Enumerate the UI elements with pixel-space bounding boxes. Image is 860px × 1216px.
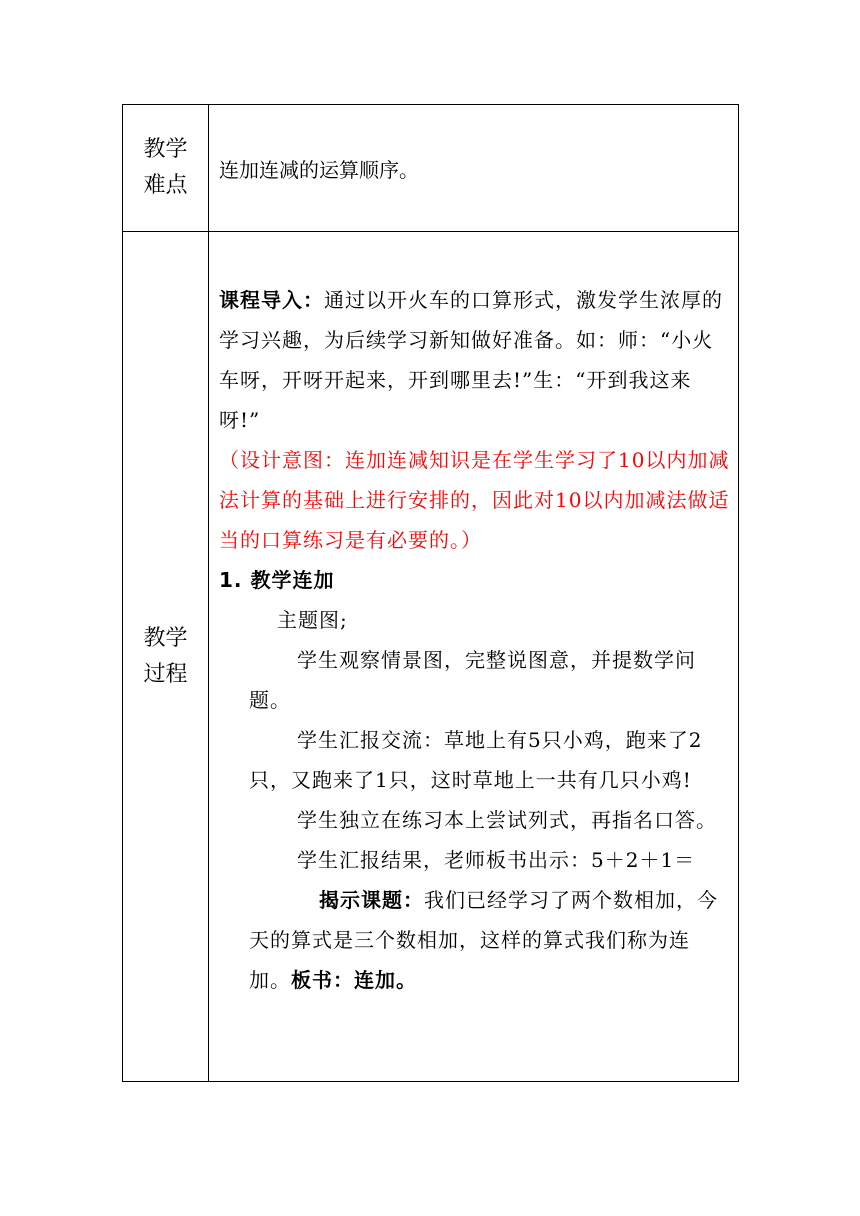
process-content	[209, 232, 738, 1000]
process-label-cell	[123, 232, 209, 1082]
result-paragraph: 学生汇报结果，老师板书出示：5＋2＋1＝	[297, 848, 696, 872]
board-title: 板书：连加。	[291, 968, 417, 992]
difficulty-label-line1: 教学	[143, 137, 188, 162]
difficulty-content: 连加连减的运算顺序。	[219, 158, 419, 182]
intro-paragraph	[219, 280, 730, 440]
observe-paragraph: 学生观察情景图，完整说图意，并提数学问题。	[249, 648, 696, 712]
process-label	[143, 621, 189, 693]
reveal-text: 我们已经学习了两个数相加，今天的算式是三个数相加，这样的算式我们称为连加。	[249, 888, 718, 992]
table-row-process	[123, 232, 739, 1082]
difficulty-label-cell	[123, 105, 209, 232]
reveal-paragraph	[219, 880, 730, 1000]
difficulty-label	[143, 132, 189, 204]
table-row-difficulty	[123, 105, 739, 232]
independent-paragraph: 学生独立在练习本上尝试列式，再指名口答。	[297, 808, 717, 832]
lesson-plan-table	[122, 104, 739, 1082]
theme-image-line: 主题图;	[277, 608, 348, 632]
process-label-line2: 过程	[143, 661, 188, 687]
difficulty-content-cell	[209, 105, 739, 232]
section1-title: 1. 教学连加	[219, 568, 335, 592]
design-note: （设计意图：连加连减知识是在学生学习了10以内加减法计算的基础上进行安排的，因此对10以内加减法做适当的口算练习是有必要的。）	[219, 448, 730, 552]
reveal-title: 揭示课题：	[319, 888, 424, 912]
intro-text: 通过以开火车的口算形式，激发学生浓厚的学习兴趣，为后续学习新知做好准备。如：师：“小火车呀，开呀开起来，开到哪里去!”生：“开到我这来呀!”	[219, 288, 723, 432]
intro-title: 课程导入：	[219, 288, 324, 312]
report-paragraph: 学生汇报交流：草地上有5只小鸡，跑来了2只，又跑来了1只，这时草地上一共有几只小鸡!	[249, 728, 703, 792]
process-content-cell	[209, 232, 739, 1082]
process-label-line1: 教学	[143, 625, 188, 651]
difficulty-label-line2: 难点	[143, 173, 188, 198]
